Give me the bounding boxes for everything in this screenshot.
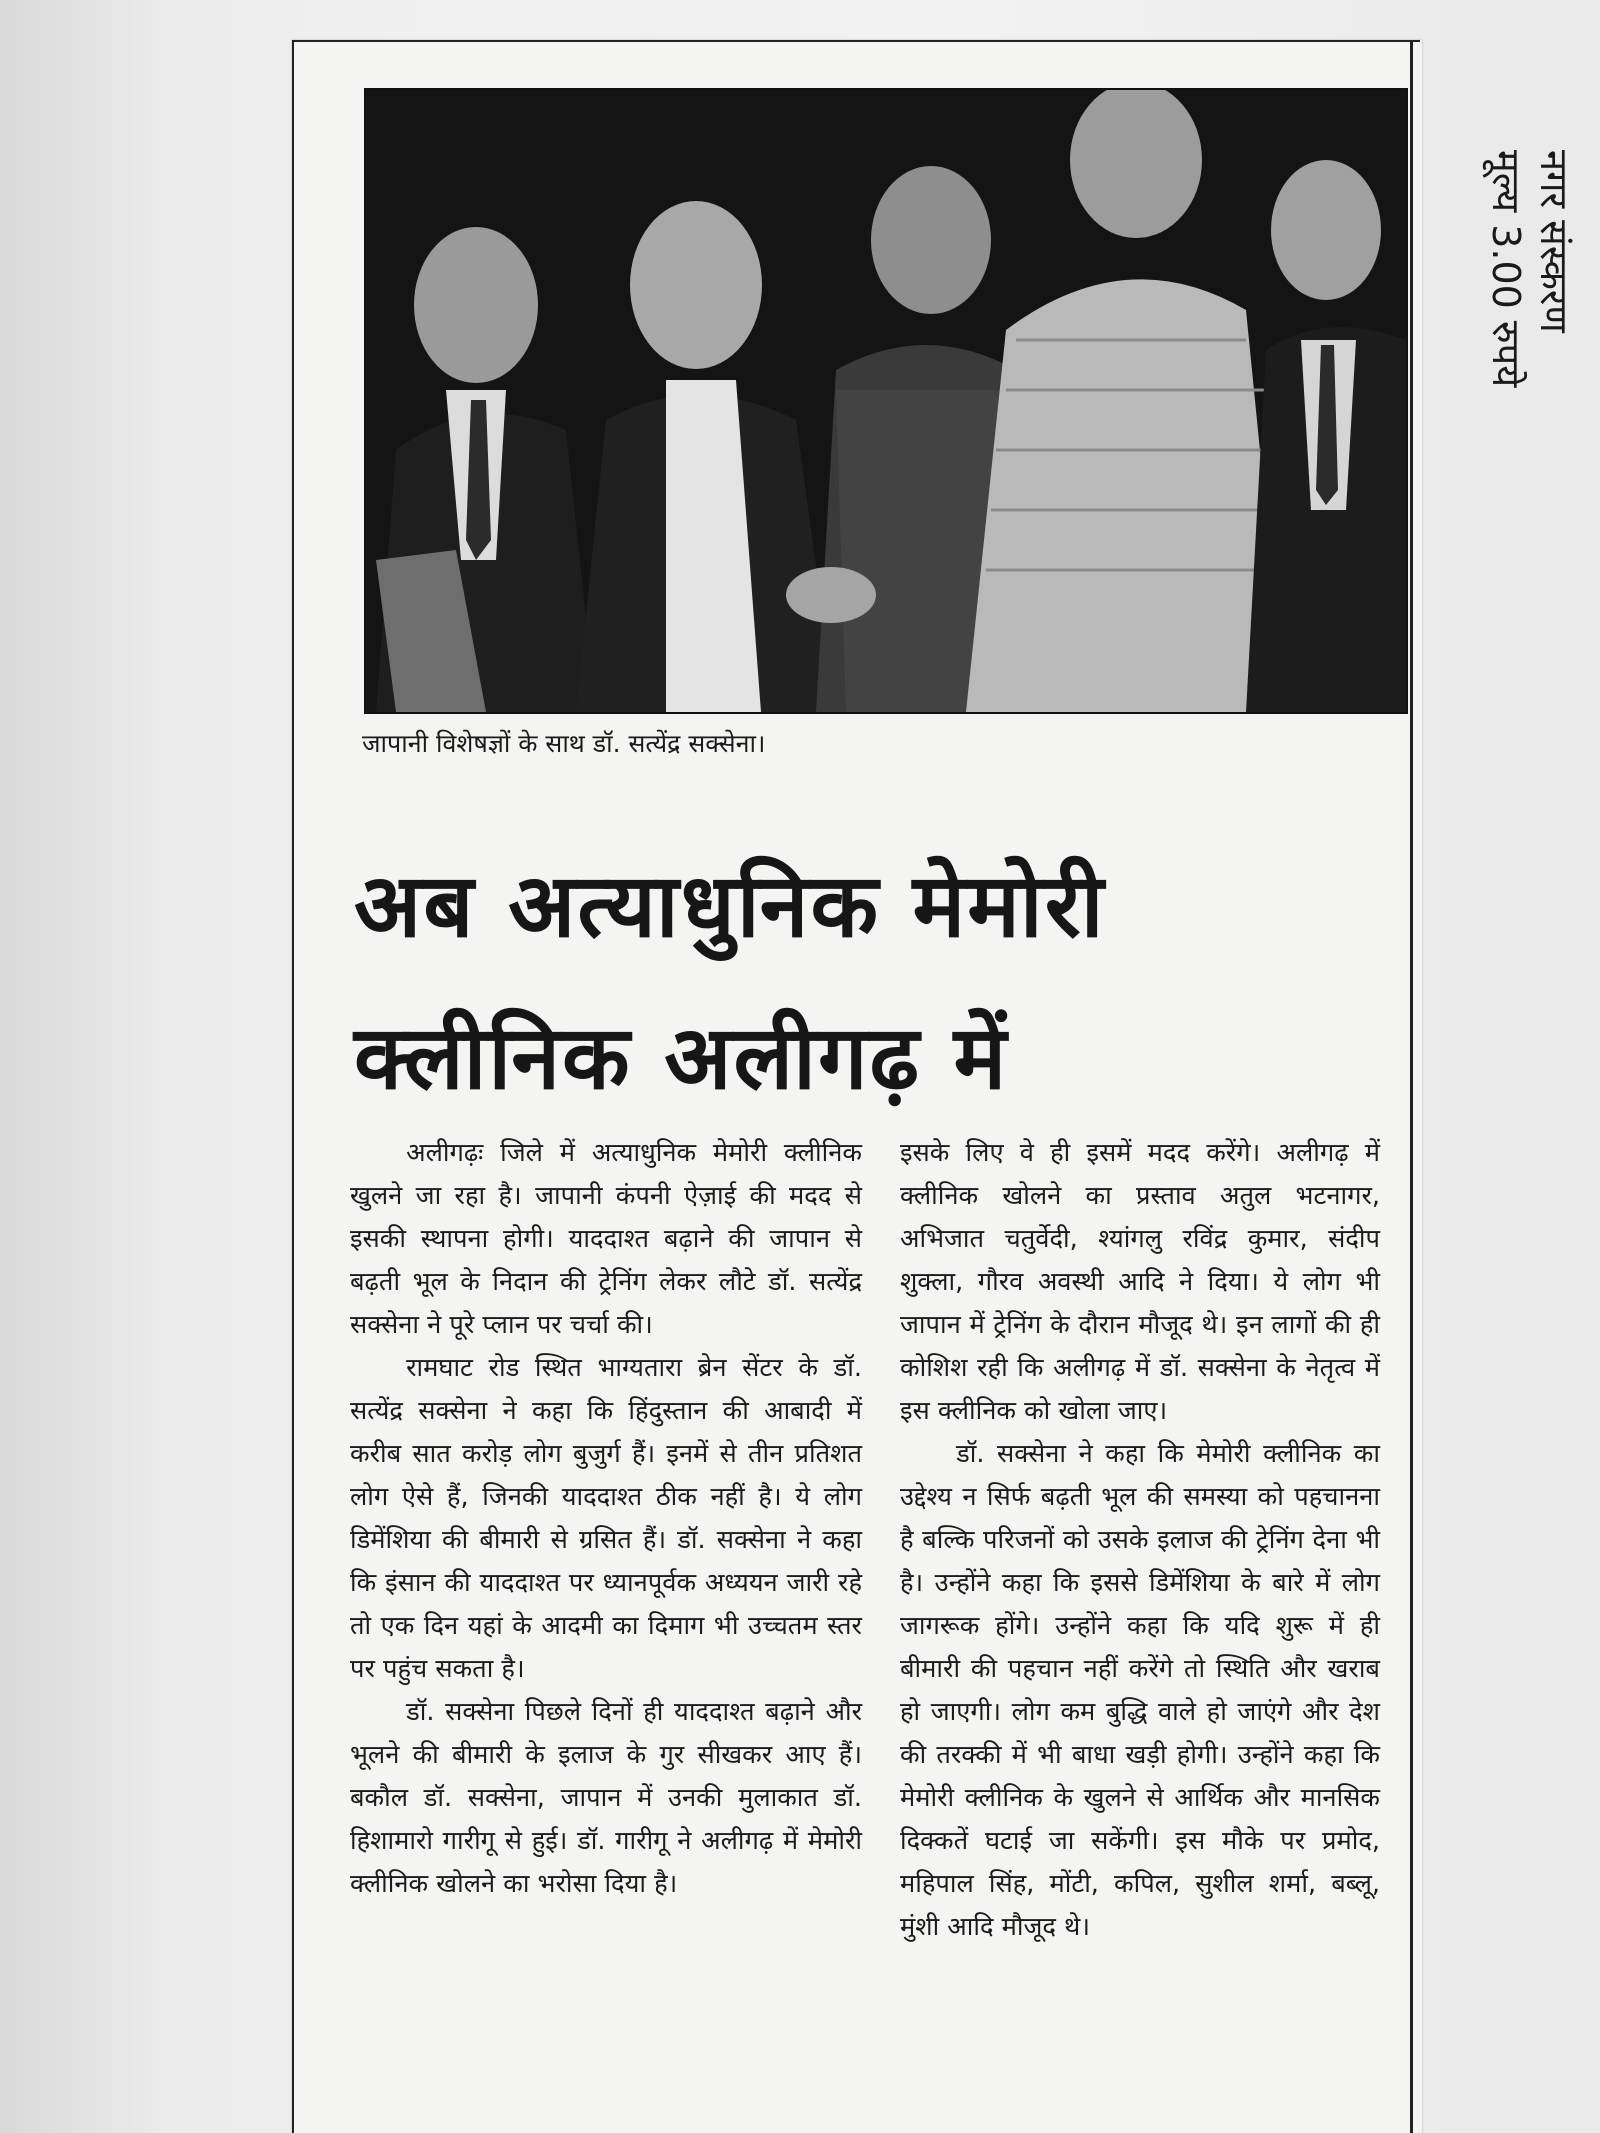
article-paragraph: अलीगढ़ः जिले में अत्याधुनिक मेमोरी क्लीनिक खुलने जा रहा है। जापानी कंपनी ऐज़ाई की मदद से इसकी स्थापना होगी। याददाश्त बढ़ाने की जापान से बढ़ती भूल के निदान की ट्रेनिंग लेकर लौटे डॉ. सत्येंद्र सक्सेना ने पूरे प्लान पर चर्चा की। bbox=[350, 1138, 862, 1340]
clipping-left-border bbox=[292, 40, 294, 2133]
masthead-edition: नगर संस्करण bbox=[1532, 150, 1576, 333]
article-paragraph: इसके लिए वे ही इसमें मदद करेंगे। अलीगढ़ में क्लीनिक खोलने का प्रस्ताव अतुल भटनागर, अभिजात चतुर्वेदी, श्यांगलु रविंद्र कुमार, संदीप शुक्ला, गौरव अवस्थी आदि ने दिया। ये लोग भी जापान में ट्रेनिंग के दौरान मौजूद थे। इन लागों की ही कोशिश रही कि अलीगढ़ में डॉ. सक्सेना के नेतृत्व में इस क्लीनिक को खोला जाए। bbox=[900, 1138, 1380, 1426]
photo-caption: जापानी विशेषज्ञों के साथ डॉ. सत्येंद्र सक्सेना। bbox=[362, 729, 766, 758]
masthead-price: मूल्य 3.00 रुपये bbox=[1484, 150, 1528, 388]
article-paragraph: डॉ. सक्सेना ने कहा कि मेमोरी क्लीनिक का उद्देश्य न सिर्फ बढ़ती भूल की समस्या को पहचानना है बल्कि परिजनों को उसके इलाज की ट्रेनिंग देना भी है। उन्होंने कहा कि इससे डिमेंशिया के बारे में लोग जागरूक होंगे। उन्होंने कहा कि यदि शुरू में ही बीमारी की पहचान नहीं करेंगे तो स्थिति और खराब हो जाएगी। लोग कम बुद्धि वाले हो जाएंगे और देश की तरक्की में भी बाधा खड़ी होगी। उन्होंने कहा कि मेमोरी क्लीनिक के खुलने से आर्थिक और मानसिक दिक्कतें घटाई जा सकेंगी। इस मौके पर प्रमोद, महिपाल सिंह, मोंटी, कपिल, सुशील शर्मा, बब्लू, मुंशी आदि मौजूद थे। bbox=[900, 1439, 1380, 1942]
left-page-margin bbox=[0, 0, 290, 2133]
article-headline bbox=[354, 830, 1374, 1134]
article-paragraph: डॉ. सक्सेना पिछले दिनों ही याददाश्त बढ़ाने और भूलने की बीमारी के इलाज के गुर सीखकर आए हैं। बकौल डॉ. सक्सेना, जापान में उनकी मुलाकात डॉ. हिशामारो गारीगू से हुई। डॉ. गारीगू ने अलीगढ़ में मेमोरी क्लीनिक खोलने का भरोसा दिया है। bbox=[350, 1697, 862, 1899]
article-right-column bbox=[900, 1132, 1380, 1949]
column-border-right bbox=[1410, 40, 1413, 2133]
headline-line-2: क्लीनिक अलीगढ़ में bbox=[354, 1006, 1009, 1109]
article-paragraph: रामघाट रोड स्थित भाग्यतारा ब्रेन सेंटर के डॉ. सत्येंद्र सक्सेना ने कहा कि हिंदुस्तान की आबादी में करीब सात करोड़ लोग बुजुर्ग हैं। इनमें से तीन प्रतिशत लोग ऐसे हैं, जिनकी याददाश्त ठीक नहीं है। ये लोग डिमेंशिया की बीमारी से ग्रसित हैं। डॉ. सक्सेना ने कहा कि इंसान की याददाश्त पर ध्यानपूर्वक अध्ययन जारी रहे तो एक दिन यहां के आदमी का दिमाग भी उच्चतम स्तर पर पहुंच सकता है। bbox=[350, 1353, 862, 1684]
news-photo bbox=[364, 88, 1408, 714]
headline-line-1: अब अत्याधुनिक मेमोरी bbox=[354, 854, 1106, 957]
article-left-column bbox=[350, 1132, 862, 1906]
newspaper-clipping bbox=[292, 40, 1422, 2133]
clipping-top-border bbox=[292, 40, 1420, 42]
photo-illustration bbox=[366, 90, 1406, 712]
masthead-edition-price bbox=[1482, 150, 1578, 387]
